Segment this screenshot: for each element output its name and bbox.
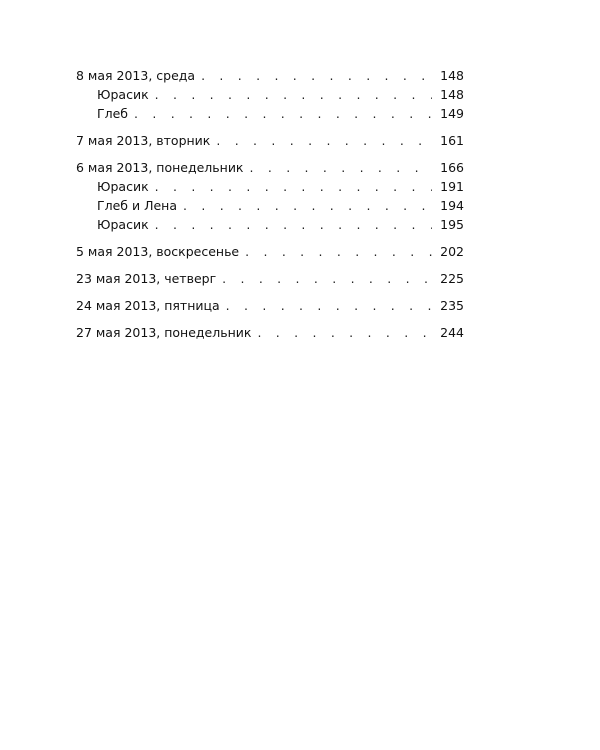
toc-entry-title: Глеб и Лена	[97, 198, 178, 213]
toc-subentry[interactable]	[76, 196, 464, 215]
dot-leader	[245, 242, 432, 261]
dot-leader	[134, 104, 432, 123]
toc-page-number: 148	[440, 68, 464, 83]
dot-leader	[155, 177, 432, 196]
toc-page-number: 194	[440, 198, 464, 213]
toc-page-number: 149	[440, 106, 464, 121]
toc-entry[interactable]	[76, 269, 464, 288]
dot-leader	[257, 323, 432, 342]
toc-subentry[interactable]	[76, 85, 464, 104]
toc-entry[interactable]	[76, 242, 464, 261]
toc-subentry[interactable]	[76, 215, 464, 234]
toc-group-may-23	[76, 269, 464, 288]
dot-leader	[250, 158, 433, 177]
toc-page-number: 235	[440, 298, 464, 313]
toc-page-number: 148	[440, 87, 464, 102]
toc-entry-title: 6 мая 2013, понедельник	[76, 160, 244, 175]
toc-group-may-6	[76, 158, 464, 234]
toc-entry[interactable]	[76, 131, 464, 150]
toc-group-may-27	[76, 323, 464, 342]
toc-subentry[interactable]	[76, 104, 464, 123]
toc-entry[interactable]	[76, 66, 464, 85]
dot-leader	[222, 269, 432, 288]
toc-page-number: 161	[440, 133, 464, 148]
toc-entry-title: 8 мая 2013, среда	[76, 68, 196, 83]
toc-group-may-5	[76, 242, 464, 261]
dot-leader	[226, 296, 432, 315]
toc-group-may-7	[76, 131, 464, 150]
toc-page-number: 166	[440, 160, 464, 175]
toc-page-number: 191	[440, 179, 464, 194]
toc-entry-title: Юрасик	[97, 217, 149, 232]
toc-page-number: 202	[440, 244, 464, 259]
dot-leader	[216, 131, 432, 150]
toc-entry-title: Юрасик	[97, 87, 149, 102]
toc-entry-title: Глеб	[97, 106, 129, 121]
dot-leader	[183, 196, 432, 215]
toc-entry[interactable]	[76, 296, 464, 315]
toc-entry-title: 5 мая 2013, воскресенье	[76, 244, 240, 259]
toc-entry-title: 23 мая 2013, четверг	[76, 271, 217, 286]
toc-entry-title: Юрасик	[97, 179, 149, 194]
toc-entry[interactable]	[76, 323, 464, 342]
dot-leader	[155, 85, 432, 104]
dot-leader	[155, 215, 432, 234]
toc-group-may-24	[76, 296, 464, 315]
toc-page-number: 195	[440, 217, 464, 232]
table-of-contents	[76, 66, 464, 350]
dot-leader	[201, 66, 432, 85]
toc-page-number: 244	[440, 325, 464, 340]
toc-page-number: 225	[440, 271, 464, 286]
toc-subentry[interactable]	[76, 177, 464, 196]
toc-entry[interactable]	[76, 158, 464, 177]
toc-entry-title: 7 мая 2013, вторник	[76, 133, 211, 148]
toc-entry-title: 24 мая 2013, пятница	[76, 298, 220, 313]
toc-group-may-8	[76, 66, 464, 123]
toc-entry-title: 27 мая 2013, понедельник	[76, 325, 252, 340]
